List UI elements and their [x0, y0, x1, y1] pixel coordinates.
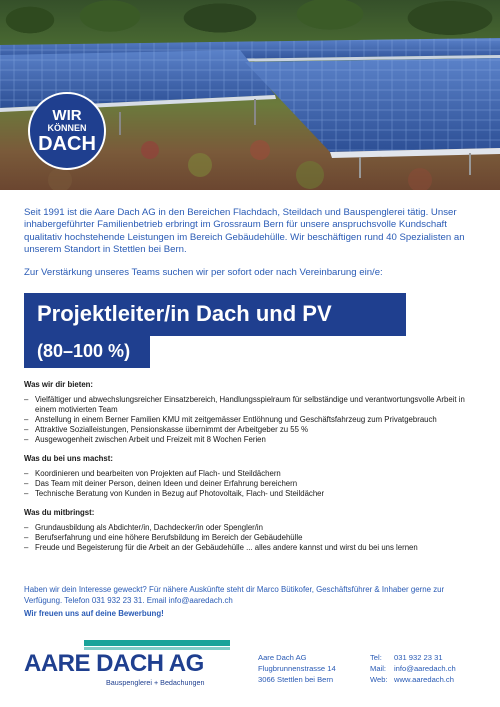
web-link[interactable]: www.aaredach.ch: [394, 674, 454, 684]
badge-line-2: KÖNNEN: [47, 123, 87, 133]
tel-number: 031 932 23 31: [394, 653, 443, 662]
job-title: Projektleiter/in Dach und PV: [37, 301, 332, 326]
tel-label: Tel:: [370, 653, 382, 662]
wir-koennen-dach-badge: [28, 92, 106, 170]
list-item: – Das Team mit deiner Person, deinen Ideen und deiner Erfahrung bereichern: [24, 479, 480, 489]
badge-line-3: DACH: [38, 133, 96, 155]
contact-paragraph: Haben wir dein Interesse geweckt? Für nähere Auskünfte steht dir Marco Bütikofer, Geschäftsführer & Inhaber gerne zur Verfügung. Telefon 031 932 23 31. Email info@aaredach.ch: [24, 585, 445, 605]
mail-label: Mail:: [370, 663, 387, 673]
company-intro: Seit 1991 ist die Aare Dach AG in den Bereichen Flachdach, Steildach und Bauspenglerei tätig. Unser inhabergeführter Familienbetrieb erbringt im Grossraum Bern für unsere anspruchsvolle Kundschaft qualitativ hochstehende Leistungen im Bereich Gebäudehülle. Wir beschäftigen rund 40 Spezialisten an unserem Standort in Stettlen bei Bern.: [24, 207, 465, 256]
section-tasks: [24, 454, 480, 499]
hiring-intro: Zur Verstärkung unseres Teams suchen wir per sofort oder nach Vereinbarung ein/e:: [24, 267, 383, 278]
section-requirements: [24, 508, 480, 553]
address-line-1: Aare Dach AG: [258, 653, 307, 662]
list-item: – Freude und Begeisterung für die Arbeit an der Gebäudehülle ... alles andere kannst und wirst du bei uns lernen: [24, 543, 480, 553]
mail-link[interactable]: info@aaredach.ch: [394, 663, 456, 673]
list-item: – Ausgewogenheit zwischen Arbeit und Freizeit mit 8 Wochen Ferien: [24, 435, 480, 445]
logo-wordmark: AARE DACH AG: [24, 650, 204, 677]
list-item: – Attraktive Sozialleistungen, Pensionskasse übernimmt der Arbeitgeber zu 55 %: [24, 425, 480, 435]
job-percent: (80–100 %): [37, 341, 131, 361]
list-item: – Technische Beratung von Kunden in Bezug auf Photovoltaik, Flach- und Steildächer: [24, 489, 480, 499]
job-sections: [24, 380, 480, 562]
list-item: – Koordinieren und bearbeiten von Projekten auf Flach- und Steildächern: [24, 469, 480, 479]
address-block: [258, 653, 336, 685]
list-item: – Grundausbildung als Abdichter/in, Dachdecker/in oder Spengler/in: [24, 523, 480, 533]
web-label: Web:: [370, 674, 388, 684]
job-title-box: [24, 293, 406, 336]
section-heading: Was wir dir bieten:: [24, 380, 94, 389]
logo-wave-stripe: [84, 640, 230, 646]
hero-photo: [0, 0, 500, 190]
list-item: – Vielfältiger und abwechslungsreicher Einsatzbereich, Handlungsspielraum für selbständige und verantwortungsvolle Arbeit in einem motivierten Team: [24, 395, 480, 415]
list-item: – Anstellung in einem Berner Familien KMU mit zeitgemässer Entlöhnung und Geschäftsfahrzeug zum Privatgebrauch: [24, 415, 480, 425]
section-heading: Was du mitbringst:: [24, 508, 95, 517]
job-percent-box: [24, 336, 150, 368]
logo-tagline: Bauspenglerei + Bedachungen: [106, 678, 205, 687]
list-item: – Berufserfahrung und eine höhere Berufsbildung im Bereich der Gebäudehülle: [24, 533, 480, 543]
section-heading: Was du bei uns machst:: [24, 454, 113, 463]
address-line-2: Flugbrunnenstrasse 14: [258, 663, 336, 673]
section-offer: [24, 380, 480, 445]
aare-dach-logo: [24, 640, 230, 690]
contact-block: [370, 653, 456, 685]
thanks-line: Wir freuen uns auf deine Bewerbung!: [24, 609, 164, 618]
badge-line-1: WIR: [52, 107, 82, 124]
address-line-3: 3066 Stettlen bei Bern: [258, 674, 334, 684]
